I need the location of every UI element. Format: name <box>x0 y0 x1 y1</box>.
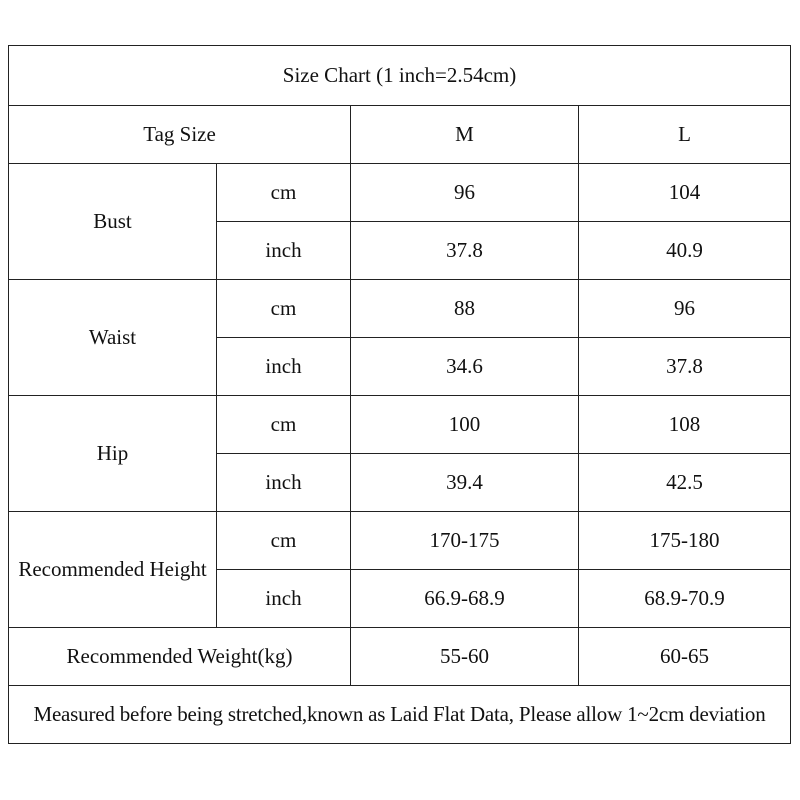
unit-cell: inch <box>217 454 351 512</box>
unit-cell: inch <box>217 338 351 396</box>
measure-label-bust: Bust <box>9 164 217 280</box>
value-cell: 39.4 <box>351 454 579 512</box>
value-cell: 88 <box>351 280 579 338</box>
value-cell: 60-65 <box>579 628 791 686</box>
value-cell: 37.8 <box>579 338 791 396</box>
measure-label-waist: Waist <box>9 280 217 396</box>
unit-cell: inch <box>217 570 351 628</box>
value-cell: 40.9 <box>579 222 791 280</box>
value-cell: 104 <box>579 164 791 222</box>
unit-cell: cm <box>217 512 351 570</box>
value-cell: 66.9-68.9 <box>351 570 579 628</box>
value-cell: 68.9-70.9 <box>579 570 791 628</box>
value-cell: 108 <box>579 396 791 454</box>
value-cell: 170-175 <box>351 512 579 570</box>
unit-cell: inch <box>217 222 351 280</box>
value-cell: 34.6 <box>351 338 579 396</box>
weight-label: Recommended Weight(kg) <box>9 628 351 686</box>
value-cell: 100 <box>351 396 579 454</box>
value-cell: 37.8 <box>351 222 579 280</box>
unit-cell: cm <box>217 164 351 222</box>
chart-title: Size Chart (1 inch=2.54cm) <box>9 46 791 106</box>
measurement-note: Measured before being stretched,known as Laid Flat Data, Please allow 1~2cm deviation <box>9 686 791 744</box>
value-cell: 96 <box>579 280 791 338</box>
measure-label-hip: Hip <box>9 396 217 512</box>
measure-label-recommended-height: Recommended Height <box>9 512 217 628</box>
size-header-l: L <box>579 106 791 164</box>
size-chart-table <box>8 45 791 744</box>
value-cell: 96 <box>351 164 579 222</box>
size-header-m: M <box>351 106 579 164</box>
tag-size-label: Tag Size <box>9 106 351 164</box>
unit-cell: cm <box>217 280 351 338</box>
unit-cell: cm <box>217 396 351 454</box>
value-cell: 55-60 <box>351 628 579 686</box>
value-cell: 175-180 <box>579 512 791 570</box>
value-cell: 42.5 <box>579 454 791 512</box>
